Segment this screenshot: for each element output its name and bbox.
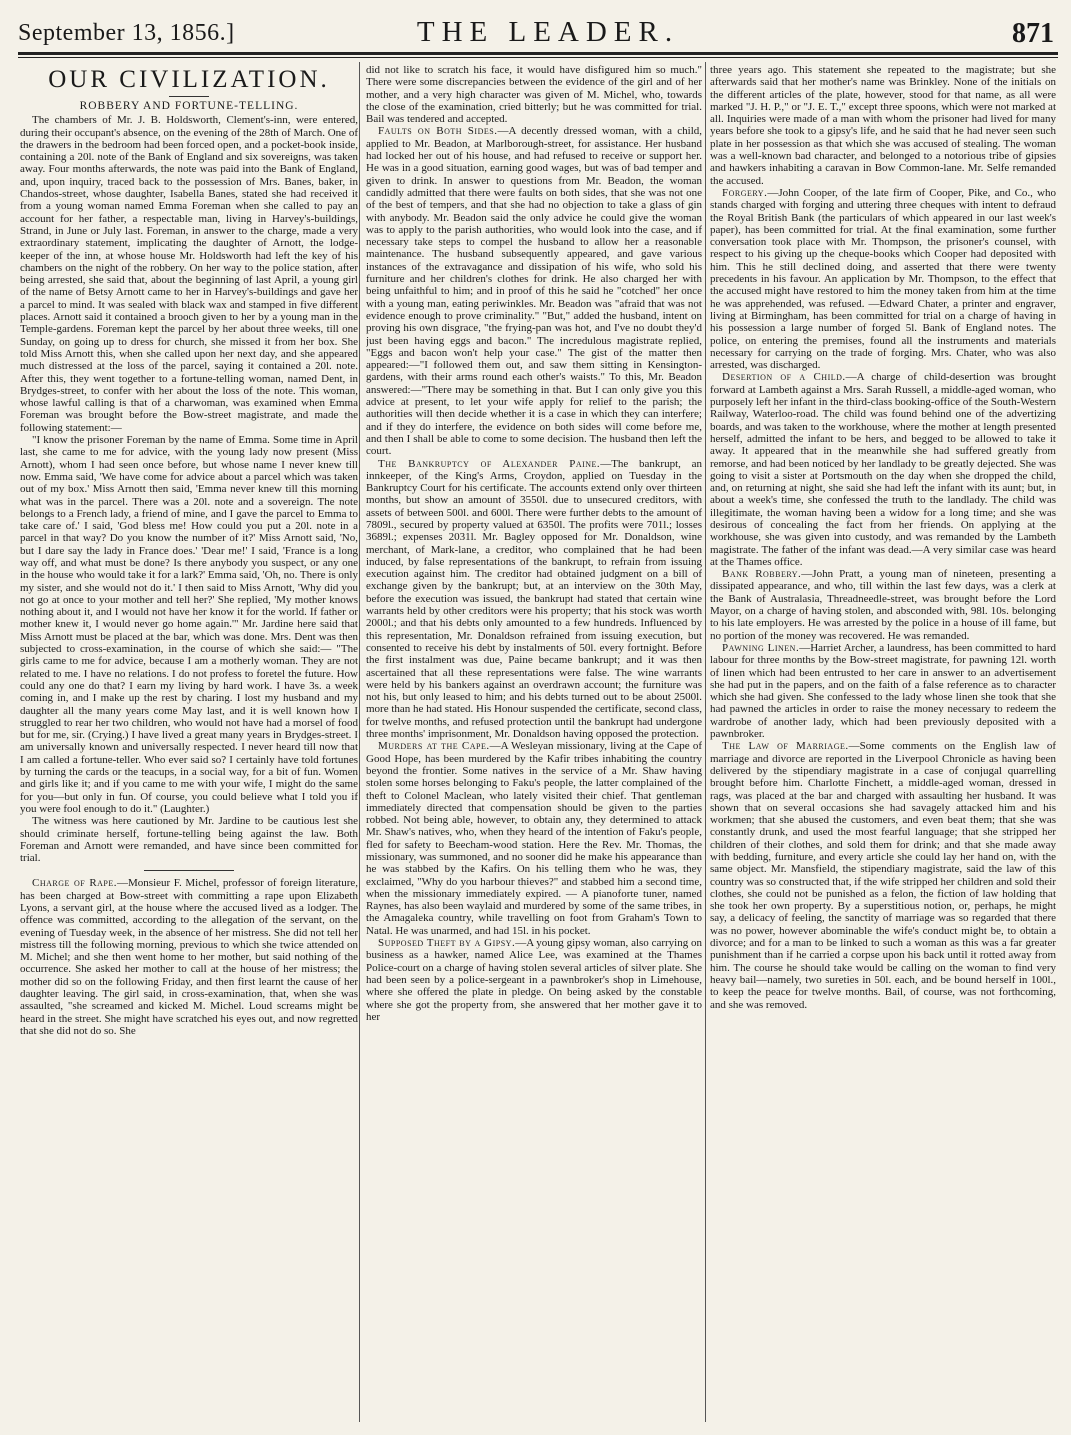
article-text: —The bankrupt, an innkeeper, of the King's Arms, Croydon, applied on Tuesday in the Bankruptcy Court for his certificate. The accounts extend only over thirteen months, but show an amount of 3550l. due to unsecured creditors, with assets of between 500l. and 600l. There were further debts to the amount of 7809l., secured by property valued at 6350l. The profits were 701l.; losses 3689l.; expenses 2031l. Mr. Bagley opposed for Mr. Donaldson, wine merchant, of Mark-lane, a creditor, who complained that he had been induced, by false representations of the bankrupt, to refrain from issuing execution against him. The creditor had obtained judgment on a bill of exchange given by the bankrupt; but, at an interview on the 30th May, before the execution was issued, the bankrupt had stated that certain wine warrants held by other creditors were his property; that his stock was worth 2000l.; and that his debts only amounted to a few hundreds. Influenced by this representation, Mr. Donaldson refrained from issuing execution, but consented to receive his debt by instalments of 50l. every fortnight. Before the first instalment was due, Paine became bankrupt; and it was then ascertained that all these representations were false. The wine warrants were held by his bankers against an overdrawn account; the furniture was not his, but only leased to him; and his debts turned out to be about 2500l. more than he had stated. His Honour suspended the certificate, second class, for twelve months, and refused protection until the bankrupt had undergone three months' imprisonment, Mr. Donaldson having opposed the protection. (366, 457, 702, 741)
article-paragraph (366, 937, 702, 1023)
article-paragraph (710, 187, 1056, 371)
article-paragraph (366, 458, 702, 741)
article-heading: Supposed Theft by a Gipsy. (378, 937, 516, 950)
article-text: —John Cooper, of the late firm of Cooper, Pike, and Co., who stands charged with forging and uttering three cheques with intent to defraud the Royal British Bank (the particulars of which appeared in our last week's paper), has been committed for trial. At the final examination, some further conversation took place with Mr. Thompson, the prisoner's counsel, with respect to his giving up the cheque-books which Cooper had deposited with him. This he still declined doing, and asserted that there were twenty precedents in his favour. An application by Mr. Thompson, to the effect that the accused might have restored to him the money taken from him at the time he was apprehended, was refused. —Edward Chater, a printer and engraver, living at Birmingham, has been committed for trial on a charge of having in his possession a large number of forged 5l. Bank of England notes. The police, on entering the premises, found all the instruments and materials necessary for carrying on the trade of forging. Mrs. Chater, who was also arrested, was discharged. (710, 186, 1056, 372)
article-text: —Harriet Archer, a laundress, has been committed to hard labour for three months by the Bow-street magistrate, for pawning 12l. worth of linen which had been entrusted to her care in answer to an advertisement she had put in the papers, and on the faith of a false reference as to character which she had given. She confessed to the lady whose linen she took that she had pawned the articles in order to raise the money necessary to redeem the wardrobe of another lady, which had been previously deposited with a pawnbroker. (710, 641, 1056, 741)
article-paragraph (710, 642, 1056, 740)
article-heading: Charge of Rape. (32, 877, 118, 890)
masthead (18, 14, 1058, 54)
article-heading: Bank Robbery. (722, 568, 802, 581)
article-text: —Some comments on the English law of marriage and divorce are reported in the Liverpool Chronicle as having been delivered by the stipendiary magistrate in a case of conjugal quarrelling brought before him. Charlotte Finchett, a middle-aged woman, dressed in rags, was placed at the bar and charged with assaulting her husband. It was shown that on several occasions she had savagely attacked him and his workmen; that she abused the customers, and even beat them; that she was constantly drunk, and used the most fearful language; that she stripped her children of their clothes, and sold them for drink; and that she made away with bedding, furniture, and every article she could lay her hand on, with the same object. Mr. Mansfield, the stipendiary magistrate, said the law of this country was so constructed that, if the wife stripped her children and sold their clothes, she could not be punished as a felon, the fiction of law holding that she took her own property. By a superstitious notion, or, perhaps, he might say, a delicacy of feeling, the sanctity of marriage was so regarded that there was no power, however abominable the wife's conduct might be, to obtain a divorce; and for a man to be linked to such a woman as this was a far greater punishment than if he carried a corpse upon his back until it rotted away from him. The course he should take would be calling on the woman to find very heavy bail—namely, two sureties in 50l. each, and be bound herself in 100l., to keep the peace for twelve months. Bail, of course, was not forthcoming, and she was removed. (710, 740, 1056, 1011)
article-heading: The Law of Marriage. (722, 740, 849, 753)
column-3 (710, 64, 1056, 1420)
masthead-rule (18, 52, 1058, 55)
masthead-rule-thin (18, 57, 1058, 58)
article-paragraph: did not like to scratch his face, it would have disfigured him so much." There were some discrepancies between the evidence of the girl and of her mother, and a very high character was given of M. Michel, who, towards the close of the examination, cried bitterly; but he was committed for trial. Bail was tendered and accepted. (366, 64, 702, 126)
article-heading: Forgery. (722, 186, 768, 199)
article-paragraph (710, 568, 1056, 642)
article-paragraph: "I know the prisoner Foreman by the name of Emma. Some time in April last, she came to me for advice, with the young lady now present (Miss Arnott), whom I had seen once before, but whose name I never knew till now. Emma said, 'We have come for advice about a parcel which was taken out of my box.' Miss Arnott then said, 'Emma never knew till this morning what was in the parcel. There was a 20l. note and a sovereign. The note belongs to a French lady, a friend of mine, and I gave the parcel to Emma to take care of.' I said, 'God bless me! How could you put a 20l. note in a parcel in that way? Do you know the number of it?' Miss Arnott said, 'No, but I dare say the lady in France does.' 'Dear me!' I said, 'France is a long way off, and what must be done? Is there anybody you suspect, or any one in the house who would take it for a lark?' Emma said, 'Oh, no. There is only my sister, and she would not do it.' I then said to Miss Arnott, 'Why did you not go at once to your mother and tell her?' She replied, 'My mother knows nothing about it, and I would not have her know it for the world. If father or mother knew it, I would never go home again.'" Mr. Jardine here said that Miss Arnott must be placed at the bar, which was done. Mrs. Dent was then subjected to cross-examination, in the course of which she said:— "The girls came to me for advice, because I am a motherly woman. They are not related to me. I have no relations. I do not profess to foretel the future. How could any one do that? I earn my living by hard work. I have 3s. a week coming in, and I make up the rest by charing. I lost my husband and my daughter all the many years come May last, and it is well known how I struggled to rear her two children, who would not have had a morsel of food but for me, sir. (Crying.) I have lived a great many years in Brydges-street. I am universally known and universally respected. I never heard till now that I am called a fortune-teller. Who ever said so? I certainly have told fortunes by turning the cards or the teacups, in a social way, for a bit of fun. Women and girls like it; and if you came to me with your wife, I might do the same for you—but only in fun. Of course, you could believe what I told you if you were fool enough to do it." (Laughter.) (20, 434, 358, 815)
issue-date: September 13, 1856.] (18, 20, 235, 46)
article-paragraph: The witness was here cautioned by Mr. Jardine to be cautious lest she should criminate herself, fortune-telling being against the law. Both Foreman and Arnott were remanded, and have since been committed for trial. (20, 815, 358, 865)
article-heading: Desertion of a Child. (722, 371, 846, 384)
column-divider (705, 62, 706, 1422)
article-heading: The Bankruptcy of Alexander Paine. (378, 457, 601, 470)
article-heading: Murders at the Cape. (378, 740, 490, 753)
newspaper-title: THE LEADER. (416, 16, 680, 48)
article-heading: Faults on Both Sides. (378, 125, 498, 138)
article-text: —Monsieur F. Michel, professor of foreign literature, has been charged at Bow-street with committing a rape upon Elizabeth Lyons, a servant girl, at the house where the accused lived as a lodger. The offence was committed, according to the allegation of the servant, on the evening of Tuesday week, in the absence of her mistress. She did not tell her mistress till the following morning, previous to which she twice attended on M. Michel; and she then went home to her mother, but said nothing of the occurrence. She asked her mother to call at the house of her mistress; the mother did so on the following Friday, and then first learnt the cause of her daughter leaving. The girl said, in cross-examination, that, when she was assaulted, "she screamed and kicked M. Michel. Loud screams might be heard in the street. She might have scratched his eyes out, and now regretted that she did not do so. She (20, 877, 358, 1037)
title-rule (169, 96, 209, 97)
page-number: 871 (1012, 18, 1054, 49)
article-paragraph (710, 371, 1056, 568)
article-paragraph (20, 877, 358, 1037)
article-text: —A charge of child-desertion was brought forward at Lambeth against a Mrs. Sarah Russell, a middle-aged woman, who purposely left her infant in the third-class booking-office of the South-Western Railway, Waterloo-road. The child was found behind one of the advertizing boards, and was taken to the workhouse, where the mother at length presented herself, admitted the infant to be hers, and begged to be allowed to take it away. It appeared that in the meanwhile she had suffered greatly from remorse, and had been noticed by her landlady to be greatly dejected. She was going to visit a sister at Portsmouth on the day when she dropped the child, and, on returning at night, she said she had left the infant with its aunt; but, in about a week's time, she confessed the truth to the landlady. The child was illegitimate, the woman having been a widow for a long time; and she was desirous of concealing the fact from her friends. On applying at the workhouse, she was given into custody, and was remanded by the Lambeth magistrate. The father of the infant was dead.—A very similar case was heard at the Thames office. (710, 371, 1056, 568)
article-paragraph (366, 125, 702, 457)
article-subhead: ROBBERY AND FORTUNE-TELLING. (79, 100, 299, 112)
column-2 (366, 64, 702, 1420)
article-divider (144, 870, 234, 871)
article-text: —A decently dressed woman, with a child, applied to Mr. Beadon, at Marlborough-street, for assistance. Her husband had locked her out of his house, and had refused to receive or support her. He was in a good situation, earning good wages, but was of bad temper and given to drink. In answer to questions from Mr. Beadon, the woman candidly admitted that there were faults on both sides, that she was not one of the best of tempers, and that she had no objection to take a glass of gin with anybody. Mr. Beadon said the only advice he could give the woman was to apply to the parish authorities, who would look into the case, and if necessary take steps to compel the husband to allow her a reasonable maintenance. The husband subsequently appeared, and gave various instances of the extravagance and dissipation of his wife, who sold his furniture and her children's clothes for drink. He also charged her with being unfaithful to him; and in proof of this he said he "cotched" her once with a young man, eating periwinkles. Mr. Beadon was "afraid that was not evidence enough to prove criminality." "But," added the husband, intent on proving his own disgrace, "the frying-pan was hot, and I've no doubt they'd just been having eggs and bacon." The incredulous magistrate replied, "Eggs and bacon won't help your case." The gist of the matter then appeared:—"I followed them out, and saw them sitting in Kensington-gardens, with their arms round each other's waists." To this, Mr. Beadon answered:—"There may be something in that. But I can only give you this advice at present, to let your wife apply for relief to the parish; the authorities will then decide whether it is a case in which they can interfere; and if they do interfere, the evidence on both sides will come before me, and then I shall be able to come to some decision. The husband then left the court. (366, 125, 702, 458)
article-paragraph (710, 740, 1056, 1011)
article-text: —A young gipsy woman, also carrying on business as a hawker, named Alice Lee, was examined at the Thames Police-court on a charge of having stolen several articles of silver plate. She had been seen by a police-sergeant in a pawnbroker's shop in Limehouse, where she offered the plate in pledge. On being asked by the constable where she got the property from, she answered that her mother gave it to her (366, 937, 702, 1023)
section-title: OUR CIVILIZATION. (48, 66, 330, 93)
article-text: —John Pratt, a young man of nineteen, presenting a dissipated appearance, and who, till within the last few days, was a clerk at the Bank of Australasia, Threadneedle-street, was brought before the Lord Mayor, on a charge of having stolen, and absconded with, 98l. 10s. belonging to his late employers. He was arrested by the police in a house of ill fame, but no portion of the money was recovered. He was remanded. (710, 568, 1056, 642)
column-1 (20, 64, 358, 1420)
article-paragraph: three years ago. This statement she repeated to the magistrate; but she afterwards said that her mother's name was Brinkley. None of the initials on the different articles of the plate, however, stood for that name, as all were marked "J. H. P.," or "J. E. T.," except three spoons, which were not marked at all. Inquiries were made of a man with whom the prisoner had lived for many years before she took to a gipsy's life, and he said that he had never seen such plate in her possession as that which she was accused of stealing. The woman was a well-known bad character, and belonged to a notorious tribe of gipsies and hawkers inhabiting a caravan in Bow Common-lane. Mr. Selfe remanded the accused. (710, 64, 1056, 187)
column-divider (359, 62, 360, 1422)
article-heading: Pawning Linen. (722, 641, 800, 654)
article-text: —A Wesleyan missionary, living at the Cape of Good Hope, has been murdered by the Kafir tribes inhabiting the country beyond the frontier. Some natives in the service of a Mr. Shaw having stolen some horses belonging to Faku's people, the latter complained of the theft to Colonel Maclean, who lately visited their chief. That gentleman immediately directed that compensation should be given to the parties robbed. Not being able, however, to obtain any, they determined to attack Mr. Shaw's natives, who, when they heard of the intention of Faku's people, fled for safety to Beecham-wood station. Here the Rev. Mr. Thomas, the missionary, was summoned, and no sooner did he make his appearance than he was stabbed by the Kafirs. On his telling them who he was, they exclaimed, "Why do you harbour thieves?" and stabbed him a second time, when the missionary immediately expired. — A pianoforte tuner, named Raynes, has also been waylaid and murdered by some of the same tribes, in the Amagaleka country, while travelling on foot from Graham's Town to Natal. He was unarmed, and had 15l. in his pocket. (366, 740, 702, 937)
article-paragraph (366, 740, 702, 937)
article-paragraph: The chambers of Mr. J. B. Holdsworth, Clement's-inn, were entered, during their occupant's absence, on the evening of the 28th of March. One of the drawers in the bedroom had been forced open, and a pocket-book inside, containing a 20l. note of the Bank of England and six sovereigns, was taken away. Four months afterwards, the note was paid into the Bank of England, and, upon inquiry, traced back to the possession of Mrs. Banes, baker, in Chandos-street, whose daughter, Isabella Banes, stated she had received it from a young woman named Emma Foreman when she called to pay an account for her father, a respectable man, living in Harvey's-buildings, Strand, in June or July last. Foreman, in answer to the charge, made a very extraordinary statement, implicating the daughter of Arnott, the lodge-keeper of the inn, at whose house Mr. Holdsworth had left the key of his chambers on the night of the robbery. On her way to the police station, after being arrested, she said that, about the beginning of last April, a young girl of the name of Betsy Arnott came to her in Harvey's-buildings and gave her a parcel to mind. It was sealed with black wax and stamped in five different places. Arnott said it contained a brooch given to her by a young man in the Temple-gardens. Foreman kept the parcel by her about three weeks, till one Sunday, on going up to dress for church, she missed it from her box. She told Miss Arnott this, when she called upon her next day, and she appeared much distressed at the loss of the parcel, saying it contained a 20l. note. After this, they went together to a fortune-telling woman, named Dent, in Brydges-street, to confer with her about the loss of the note. This woman, whose lawful calling is that of a charwoman, was examined when Emma Foreman was brought before the Bow-street magistrate, and made the following statement:— (20, 114, 358, 434)
